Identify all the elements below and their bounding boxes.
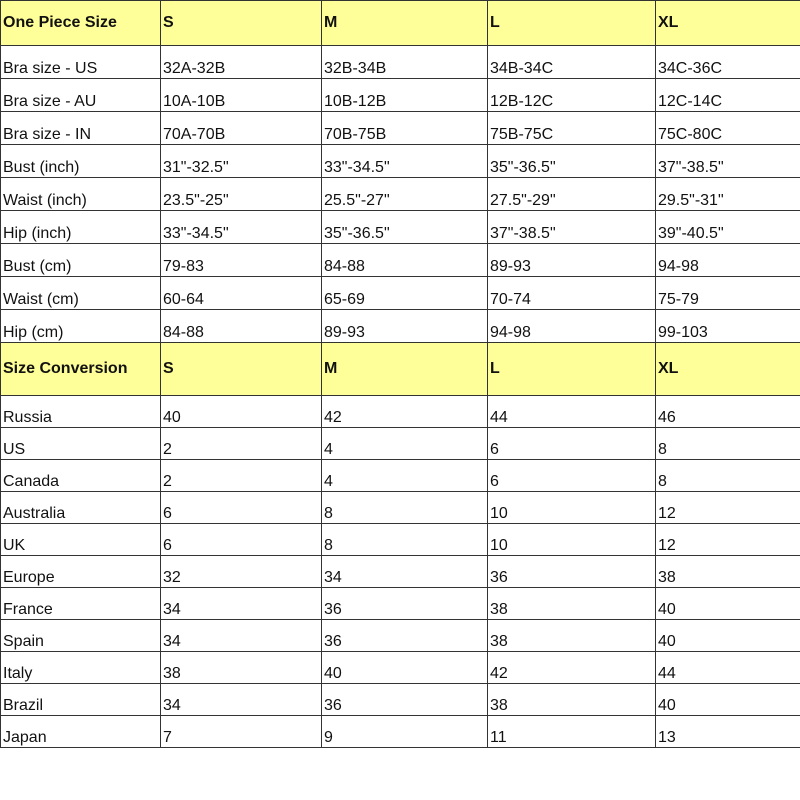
size-value-cell: 36 [322,588,488,620]
size-value-cell: 8 [656,428,800,460]
header-cell: Size Conversion [1,343,161,396]
size-value-cell: 99-103 [656,310,800,343]
row-label-cell: Waist (inch) [1,178,161,211]
conversion-row [1,588,800,620]
size-value-cell: 10 [488,492,656,524]
conversion-row [1,556,800,588]
size-value-cell: 8 [656,460,800,492]
size-value-cell: 84-88 [322,244,488,277]
size-value-cell: 11 [488,716,656,748]
size-value-cell: 75C-80C [656,112,800,145]
size-value-cell: 38 [656,556,800,588]
size-value-cell: 34 [161,620,322,652]
size-value-cell: 12C-14C [656,79,800,112]
row-label-cell: Bra size - AU [1,79,161,112]
measurement-row [1,46,800,79]
size-value-cell: 9 [322,716,488,748]
size-value-cell: 44 [656,652,800,684]
measurement-row [1,277,800,310]
row-label-cell: Russia [1,396,161,428]
size-value-cell: 32A-32B [161,46,322,79]
size-value-cell: 8 [322,524,488,556]
conversion-row [1,524,800,556]
row-label-cell: Waist (cm) [1,277,161,310]
measurement-row [1,79,800,112]
row-label-cell: Italy [1,652,161,684]
size-value-cell: 6 [488,428,656,460]
size-value-cell: 94-98 [656,244,800,277]
size-value-cell: 25.5"-27" [322,178,488,211]
size-value-cell: 70-74 [488,277,656,310]
size-value-cell: 75B-75C [488,112,656,145]
size-value-cell: 2 [161,428,322,460]
size-value-cell: 10 [488,524,656,556]
size-value-cell: 44 [488,396,656,428]
size-value-cell: 6 [161,492,322,524]
header-cell: M [322,1,488,46]
measurement-row [1,211,800,244]
header-cell: L [488,343,656,396]
size-value-cell: 79-83 [161,244,322,277]
conversion-row [1,684,800,716]
conversion-row [1,492,800,524]
size-value-cell: 23.5"-25" [161,178,322,211]
header-cell: One Piece Size [1,1,161,46]
size-value-cell: 36 [488,556,656,588]
size-value-cell: 12B-12C [488,79,656,112]
size-value-cell: 75-79 [656,277,800,310]
size-chart-body [1,1,800,748]
size-value-cell: 40 [161,396,322,428]
size-value-cell: 29.5"-31" [656,178,800,211]
size-value-cell: 34C-36C [656,46,800,79]
size-value-cell: 6 [488,460,656,492]
size-value-cell: 27.5"-29" [488,178,656,211]
size-value-cell: 34 [322,556,488,588]
size-value-cell: 84-88 [161,310,322,343]
size-value-cell: 35"-36.5" [488,145,656,178]
size-value-cell: 34B-34C [488,46,656,79]
size-value-cell: 36 [322,684,488,716]
header-cell: L [488,1,656,46]
size-value-cell: 38 [488,684,656,716]
size-value-cell: 10A-10B [161,79,322,112]
size-value-cell: 38 [488,588,656,620]
size-value-cell: 46 [656,396,800,428]
size-value-cell: 4 [322,460,488,492]
row-label-cell: Europe [1,556,161,588]
size-value-cell: 12 [656,492,800,524]
size-value-cell: 10B-12B [322,79,488,112]
conversion-row [1,716,800,748]
size-value-cell: 40 [322,652,488,684]
size-value-cell: 12 [656,524,800,556]
row-label-cell: Spain [1,620,161,652]
conversion-row [1,428,800,460]
size-value-cell: 39"-40.5" [656,211,800,244]
conversion-row [1,652,800,684]
size-value-cell: 31"-32.5" [161,145,322,178]
conversion-row [1,460,800,492]
size-value-cell: 33"-34.5" [322,145,488,178]
size-value-cell: 70B-75B [322,112,488,145]
size-value-cell: 65-69 [322,277,488,310]
size-value-cell: 40 [656,620,800,652]
size-value-cell: 60-64 [161,277,322,310]
one-piece-header-row [1,1,800,46]
size-value-cell: 36 [322,620,488,652]
row-label-cell: Bust (inch) [1,145,161,178]
row-label-cell: Hip (cm) [1,310,161,343]
row-label-cell: Bra size - US [1,46,161,79]
size-value-cell: 40 [656,588,800,620]
row-label-cell: Brazil [1,684,161,716]
header-cell: XL [656,343,800,396]
row-label-cell: Japan [1,716,161,748]
size-value-cell: 35"-36.5" [322,211,488,244]
row-label-cell: Australia [1,492,161,524]
measurement-row [1,178,800,211]
size-value-cell: 13 [656,716,800,748]
row-label-cell: Bra size - IN [1,112,161,145]
header-cell: M [322,343,488,396]
measurement-row [1,310,800,343]
size-value-cell: 33"-34.5" [161,211,322,244]
size-value-cell: 89-93 [322,310,488,343]
row-label-cell: UK [1,524,161,556]
size-value-cell: 7 [161,716,322,748]
header-cell: S [161,343,322,396]
measurement-row [1,244,800,277]
size-value-cell: 37"-38.5" [656,145,800,178]
header-cell: XL [656,1,800,46]
row-label-cell: Bust (cm) [1,244,161,277]
conversion-row [1,620,800,652]
size-value-cell: 38 [161,652,322,684]
row-label-cell: US [1,428,161,460]
size-value-cell: 4 [322,428,488,460]
size-value-cell: 42 [322,396,488,428]
size-value-cell: 37"-38.5" [488,211,656,244]
size-value-cell: 42 [488,652,656,684]
size-conversion-header-row [1,343,800,396]
measurement-row [1,145,800,178]
size-value-cell: 38 [488,620,656,652]
size-value-cell: 40 [656,684,800,716]
size-value-cell: 34 [161,684,322,716]
size-value-cell: 8 [322,492,488,524]
measurement-row [1,112,800,145]
row-label-cell: Hip (inch) [1,211,161,244]
row-label-cell: France [1,588,161,620]
size-value-cell: 6 [161,524,322,556]
size-value-cell: 2 [161,460,322,492]
row-label-cell: Canada [1,460,161,492]
conversion-row [1,396,800,428]
size-value-cell: 32 [161,556,322,588]
size-value-cell: 94-98 [488,310,656,343]
header-cell: S [161,1,322,46]
size-value-cell: 70A-70B [161,112,322,145]
size-value-cell: 32B-34B [322,46,488,79]
size-value-cell: 89-93 [488,244,656,277]
size-value-cell: 34 [161,588,322,620]
